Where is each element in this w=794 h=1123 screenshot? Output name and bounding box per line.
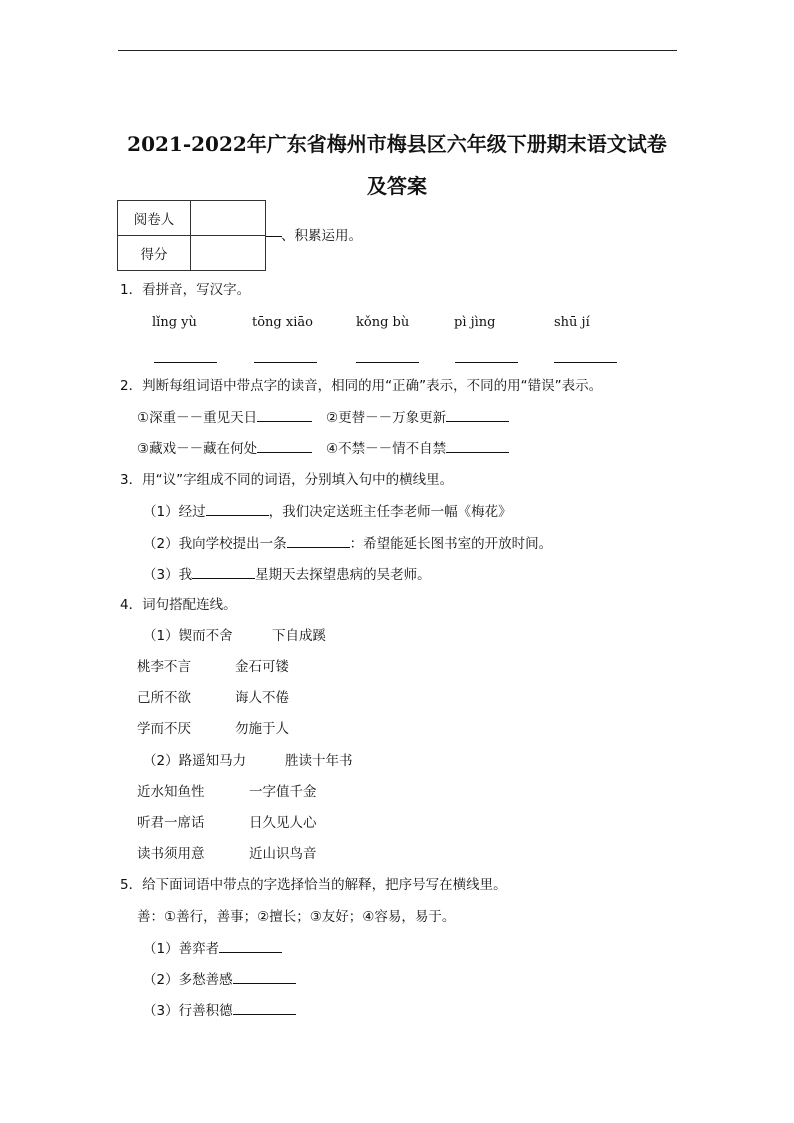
question-4-stem: 4．词句搭配连线。 xyxy=(120,597,237,613)
q5-item-1-text: （1）善弈者 xyxy=(143,941,220,957)
pinyin-4: pì jìng xyxy=(454,315,496,330)
q3-s2-prefix: （2）我向学校提出一条 xyxy=(143,536,287,552)
q3-sentence-2 xyxy=(143,535,552,552)
q4-g1-right-3[interactable]: 勿施于人 xyxy=(235,721,289,737)
question-5-stem: 5．给下面词语中带点的字选择恰当的解释，把序号写在横线里。 xyxy=(120,877,507,893)
q5-blank-2[interactable] xyxy=(233,971,296,984)
q2-item-3-text: ③藏戏－－藏在何处 xyxy=(137,441,258,457)
pinyin-2: tōng xiāo xyxy=(252,315,313,330)
q4-g1-right-0[interactable]: 下自成蹊 xyxy=(272,628,326,644)
q2-item-4-text: ④不禁－－情不自禁 xyxy=(326,441,447,457)
q5-item-1 xyxy=(143,940,282,957)
grader-label: 阅卷人 xyxy=(118,201,191,236)
answer-blank-2[interactable] xyxy=(254,362,317,363)
q5-blank-1[interactable] xyxy=(219,940,282,953)
q3-s1-prefix: （1）经过 xyxy=(143,504,206,520)
header-rule xyxy=(118,50,677,51)
question-2-stem: 2．判断每组词语中带点字的读音，相同的用“正确”表示，不同的用“错误”表示。 xyxy=(120,378,603,394)
q3-s3-suffix: 星期天去探望患病的吴老师。 xyxy=(255,567,431,583)
q5-item-3 xyxy=(143,1002,296,1019)
q3-s1-suffix: ，我们决定送班主任李老师一幅《梅花》 xyxy=(268,504,512,520)
q5-item-2 xyxy=(143,971,296,988)
q4-g1-right-2[interactable]: 诲人不倦 xyxy=(235,690,289,706)
q4-g1-left-2[interactable]: 己所不欲 xyxy=(137,690,191,706)
q3-blank-2[interactable] xyxy=(287,535,350,548)
q3-sentence-1 xyxy=(143,503,512,520)
q2-blank-3[interactable] xyxy=(257,440,312,453)
q4-g2-right-2[interactable]: 日久见人心 xyxy=(249,815,317,831)
answer-blank-1[interactable] xyxy=(154,362,217,363)
question-1-stem: 1．看拼音，写汉字。 xyxy=(120,282,251,298)
q2-blank-1[interactable] xyxy=(257,409,312,422)
section-heading: 、积累运用。 xyxy=(281,228,362,244)
answer-blank-3[interactable] xyxy=(356,362,419,363)
q4-g2-left-1[interactable]: 近水知鱼性 xyxy=(137,784,205,800)
q4-g2-left-2[interactable]: 听君一席话 xyxy=(137,815,205,831)
q3-s2-suffix: ：希望能延长图书室的开放时间。 xyxy=(349,536,553,552)
grader-value-cell[interactable] xyxy=(191,201,266,236)
score-value-cell[interactable] xyxy=(191,236,266,271)
q2-blank-2[interactable] xyxy=(446,409,509,422)
q2-blank-4[interactable] xyxy=(446,440,509,453)
q3-s3-prefix: （3）我 xyxy=(143,567,193,583)
answer-blank-4[interactable] xyxy=(455,362,518,363)
q4-g2-right-1[interactable]: 一字值千金 xyxy=(249,784,317,800)
q3-blank-3[interactable] xyxy=(192,566,255,579)
pinyin-5: shū jí xyxy=(554,315,590,330)
q2-item-2 xyxy=(326,409,509,426)
pinyin-1: lǐng yù xyxy=(152,315,197,330)
q5-item-3-text: （3）行善积德 xyxy=(143,1003,233,1019)
q5-definitions: 善：①善行，善事；②擅长；③友好；④容易，易于。 xyxy=(137,909,456,925)
q4-g2-left-3[interactable]: 读书须用意 xyxy=(137,846,205,862)
q4-group-2-label: （2）路遥知马力 xyxy=(143,753,247,769)
answer-blank-5[interactable] xyxy=(554,362,617,363)
q4-g1-left-1[interactable]: 桃李不言 xyxy=(137,659,191,675)
q2-item-1-text: ①深重－－重见天日 xyxy=(137,410,258,426)
q5-blank-3[interactable] xyxy=(233,1002,296,1015)
q2-item-3 xyxy=(137,440,312,457)
q4-g1-left-3[interactable]: 学而不厌 xyxy=(137,721,191,737)
q2-item-1 xyxy=(137,409,312,426)
page-title: 2021-2022年广东省梅州市梅县区六年级下册期末语文试卷 xyxy=(127,132,667,156)
q4-g2-right-3[interactable]: 近山识鸟音 xyxy=(249,846,317,862)
q4-group-1-label: （1）锲而不舍 xyxy=(143,628,233,644)
grader-table xyxy=(117,200,266,271)
q3-blank-1[interactable] xyxy=(206,503,269,516)
section-connector-line xyxy=(266,236,282,237)
q5-item-2-text: （2）多愁善感 xyxy=(143,972,233,988)
q4-g1-right-1[interactable]: 金石可镂 xyxy=(235,659,289,675)
pinyin-3: kǒng bù xyxy=(356,315,410,330)
q4-g2-right-0[interactable]: 胜读十年书 xyxy=(285,753,353,769)
page-title-continued: 及答案 xyxy=(367,174,427,198)
q2-item-2-text: ②更替－－万象更新 xyxy=(326,410,447,426)
q2-item-4 xyxy=(326,440,509,457)
score-label: 得分 xyxy=(118,236,191,271)
q3-sentence-3 xyxy=(143,566,431,583)
question-3-stem: 3．用“议”字组成不同的词语，分别填入句中的横线里。 xyxy=(120,472,454,488)
